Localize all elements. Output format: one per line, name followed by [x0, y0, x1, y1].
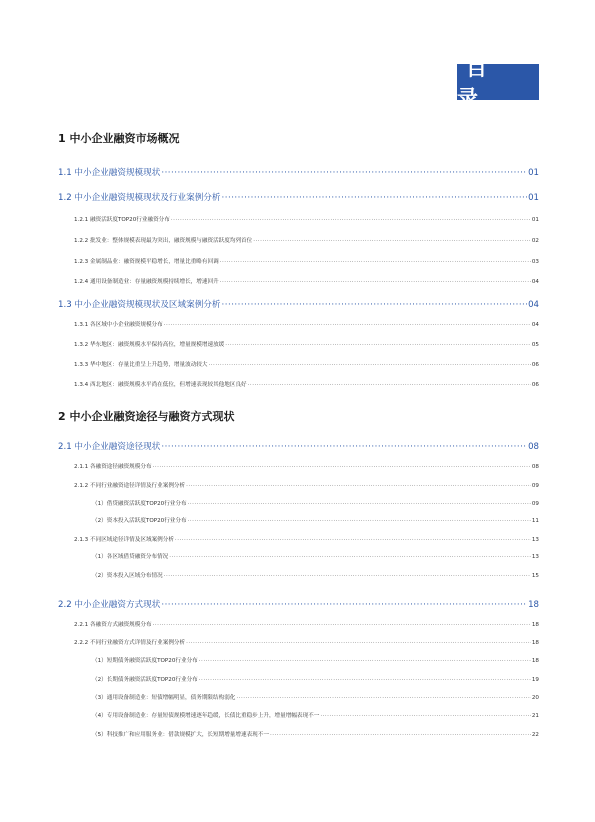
leader-dots [175, 537, 531, 543]
toc-entry-page: 06 [531, 382, 539, 388]
toc-title: 目 录 [457, 64, 539, 100]
toc-entry-label: （4）专用设备制造业：存量短债规模增速逐年趋缓，长债比重稳步上升，增量增幅表现不一 [92, 713, 320, 719]
toc-entry-page: 09 [531, 501, 539, 507]
toc-entry-page: 13 [531, 537, 539, 543]
leader-dots [153, 622, 531, 628]
toc-entry-label: （1）各区域借贷融资分布情况 [92, 554, 169, 560]
toc-entry-label: 1.3 中小企业融资规模现状及区域案例分析 [58, 300, 221, 310]
toc-entry[interactable] [74, 320, 539, 328]
toc-entry-label: （1）借贷融资活跃度TOP20行业分布 [92, 501, 187, 507]
leader-dots [171, 217, 531, 223]
toc-entry-page: 01 [531, 217, 539, 223]
toc-entry-label: 1.3.4 西北地区：融资规模水平尚在低位，但增速表现较其他地区良好 [74, 382, 247, 388]
toc-entry[interactable] [58, 166, 539, 178]
leader-dots [208, 362, 530, 368]
leader-dots [253, 238, 531, 244]
leader-dots [225, 342, 531, 348]
toc-entry-page: 08 [528, 442, 539, 452]
toc-entry[interactable] [74, 257, 539, 265]
toc-entry-label: （2）资本投入区域分布情况 [92, 573, 163, 579]
chapter-heading: 2 中小企业融资途径与融资方式现状 [58, 410, 235, 423]
leader-dots [186, 640, 531, 646]
toc-entry-page: 01 [528, 193, 539, 203]
toc-entry-label: 1.2.1 融资活跃度TOP20行业融资分布 [74, 217, 170, 223]
leader-dots [222, 193, 528, 203]
toc-entry-page: 20 [531, 695, 539, 701]
toc-entry-page: 15 [531, 573, 539, 579]
toc-entry-page: 18 [528, 600, 539, 610]
toc-entry[interactable] [58, 598, 539, 610]
toc-entry[interactable] [74, 620, 539, 628]
toc-entry-label: 2.1.2 不同行业融资途径详情及行业案例分析 [74, 483, 186, 489]
toc-entry-label: 1.3.1 各区域中小企业融资规模分布 [74, 322, 163, 328]
toc-entry-label: 1.2.4 通用设备制造业：存量融资规模持续增长，增速回升 [74, 279, 219, 285]
toc-entry-page: 13 [531, 554, 539, 560]
toc-entry[interactable] [74, 535, 539, 543]
leader-dots [153, 464, 531, 470]
toc-entry-label: 1.2.2 批发业：整体规模表现最为突出，融资规模与融资活跃度均列首位 [74, 238, 253, 244]
leader-dots [161, 168, 527, 178]
toc-entry-page: 22 [531, 732, 539, 738]
toc-entry-label: 2.2.2 不同行业融资方式详情及行业案例分析 [74, 640, 186, 646]
leader-dots [248, 382, 531, 388]
leader-dots [199, 658, 531, 664]
toc-entry[interactable] [74, 236, 539, 244]
toc-entry-label: （5）科技推广和应用服务业：借款规模扩大，长短期增量增速表现不一 [92, 732, 269, 738]
leader-dots [169, 554, 531, 560]
toc-entry-page: 18 [531, 640, 539, 646]
toc-entry-label: （2）资本投入活跃度TOP20行业分布 [92, 518, 187, 524]
toc-entry-page: 11 [531, 518, 539, 524]
toc-entry[interactable] [92, 499, 539, 507]
leader-dots [161, 600, 527, 610]
toc-entry-page: 05 [531, 342, 539, 348]
toc-entry[interactable] [58, 191, 539, 203]
leader-dots [186, 483, 531, 489]
toc-entry-page: 18 [531, 658, 539, 664]
toc-entry-page: 03 [531, 259, 539, 265]
toc-entry[interactable] [74, 340, 539, 348]
toc-entry[interactable] [74, 360, 539, 368]
toc-entry-label: 2.1.1 各融资途径融资规模分布 [74, 464, 152, 470]
leader-dots [222, 300, 528, 310]
toc-entry-label: 1.2 中小企业融资规模现状及行业案例分析 [58, 193, 221, 203]
toc-entry-page: 19 [531, 677, 539, 683]
leader-dots [164, 322, 531, 328]
toc-entry-label: 2.1 中小企业融资途径现状 [58, 442, 161, 452]
toc-entry[interactable] [92, 730, 539, 738]
leader-dots [220, 279, 531, 285]
toc-entry[interactable] [92, 516, 539, 524]
toc-entry[interactable] [74, 462, 539, 470]
toc-entry[interactable] [74, 481, 539, 489]
toc-entry-label: （2）长期债务融资活跃度TOP20行业分布 [92, 677, 198, 683]
toc-entry-page: 04 [531, 279, 539, 285]
toc-entry-page: 02 [531, 238, 539, 244]
toc-entry[interactable] [74, 380, 539, 388]
toc-entry-label: 2.1.3 不同区域途径详情及区域案例分析 [74, 537, 174, 543]
toc-entry[interactable] [92, 656, 539, 664]
toc-entry[interactable] [92, 675, 539, 683]
toc-entry[interactable] [74, 215, 539, 223]
toc-entry-label: 1.1 中小企业融资规模现状 [58, 168, 161, 178]
toc-entry-label: 2.2 中小企业融资方式现状 [58, 600, 161, 610]
leader-dots [188, 518, 531, 524]
leader-dots [220, 259, 531, 265]
toc-entry[interactable] [58, 298, 539, 310]
toc-entry-page: 04 [531, 322, 539, 328]
toc-entry-label: （1）短期债务融资活跃度TOP20行业分布 [92, 658, 198, 664]
toc-entry[interactable] [92, 552, 539, 560]
toc-entry[interactable] [74, 638, 539, 646]
leader-dots [270, 732, 531, 738]
toc-entry[interactable] [92, 693, 539, 701]
toc-entry-page: 01 [528, 168, 539, 178]
toc-entry-page: 18 [531, 622, 539, 628]
leader-dots [320, 713, 531, 719]
toc-entry[interactable] [58, 440, 539, 452]
toc-entry-label: 1.3.2 华东地区：融资规模水平保持高位，增量规模增速放缓 [74, 342, 225, 348]
leader-dots [188, 501, 531, 507]
toc-entry-label: 2.2.1 各融资方式融资规模分布 [74, 622, 152, 628]
toc-entry-page: 08 [531, 464, 539, 470]
chapter-heading: 1 中小企业融资市场概况 [58, 132, 180, 145]
leader-dots [164, 573, 531, 579]
toc-entry-page: 06 [531, 362, 539, 368]
toc-entry-label: 1.2.3 金属制品业：融资规模平稳增长，增量比重略有回调 [74, 259, 219, 265]
toc-entry[interactable] [74, 277, 539, 285]
toc-entry-page: 04 [528, 300, 539, 310]
toc-entry[interactable] [92, 711, 539, 719]
toc-entry[interactable] [92, 571, 539, 579]
toc-entry-label: （3）通用设备制造业：短债增幅明显，债务期限结构弱化 [92, 695, 236, 701]
toc-entry-label: 1.3.3 华中地区：存量比重呈上升趋势，增量波动较大 [74, 362, 208, 368]
leader-dots [199, 677, 531, 683]
toc-entry-page: 09 [531, 483, 539, 489]
toc-entry-page: 21 [531, 713, 539, 719]
leader-dots [161, 442, 527, 452]
leader-dots [236, 695, 530, 701]
